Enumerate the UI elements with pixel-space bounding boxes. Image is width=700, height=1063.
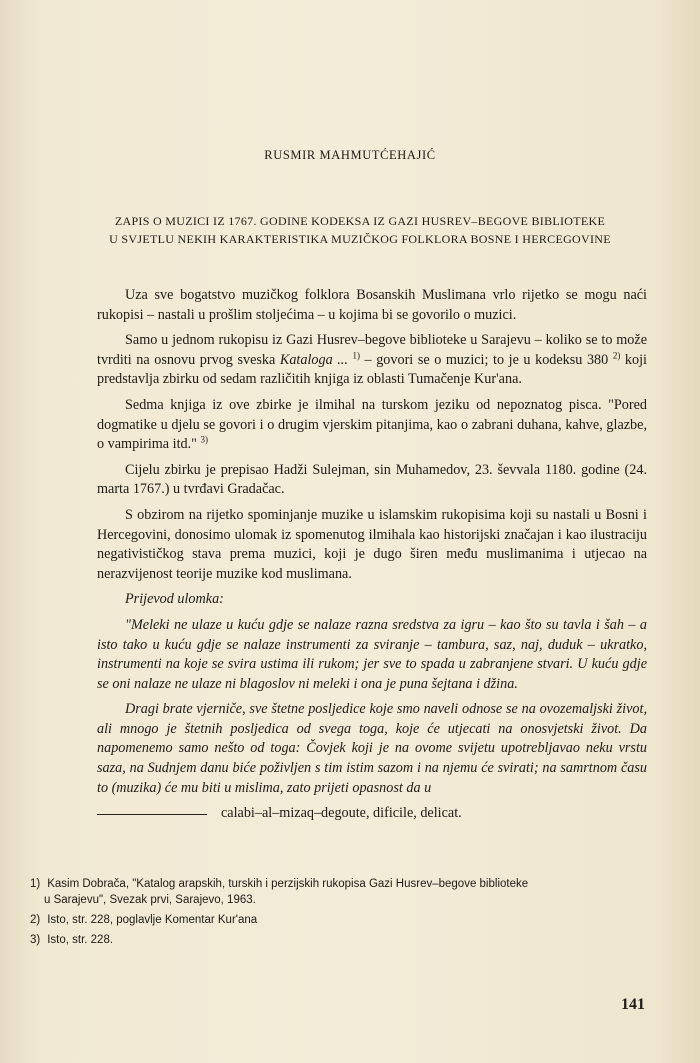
footnote-ref-2: 2) xyxy=(612,350,621,361)
paragraph-2-text-b: – govori se o muzici; to je u kodeksu 380 xyxy=(359,351,613,368)
quote-paragraph-1: "Meleki ne ulaze u kuću gdje se nalaze razna sredstva za igru – kao što su tavla i šah – a isto tako u kuću gdje se nalaze instrumenti za sviranje – tambura, saz, naj, duduk – ukratko, instrumenti na koje se svira ustima ili rukom; jer sve to spada u zabranjene stvari. U kuću gdje se oni nalaze ne ulaze ni blagoslov ni meleki i ona je puna šejtana i džina. xyxy=(97,616,647,692)
footnote-3-text: Isto, str. 228. xyxy=(47,934,114,946)
footnote-1-number: 1) xyxy=(30,878,41,890)
paragraph-1: Uza sve bogatstvo muzičkog folklora Bosanskih Muslimana vrlo rijetko se mogu naći rukopisi – nastali u prošlim stoljećima – u kojima bi se govorilo o muzici. xyxy=(97,287,647,323)
page-number: 141 xyxy=(621,996,645,1013)
title-line-1: ZAPIS O MUZICI IZ 1767. GODINE KODEKSA IZ GAZI HUSREV–BEGOVE BIBLIOTEKE xyxy=(114,214,606,228)
footnote-ref-1: 1) xyxy=(352,350,360,361)
catalog-title: Kataloga ... xyxy=(279,351,348,368)
paragraph-3-text: Sedma knjiga iz ove zbirke je ilmihal na turskom jeziku od nepoznatog pisca. "Pored dogmatike u djelu se govori i o drugim vjerskim pitanjima, kao o zabrani duhana, kahve, glazbe, o vampirima itd." xyxy=(97,396,647,453)
title-line-2: U SVJETLU NEKIH KARAKTERISTIKA MUZIČKOG FOLKLORA BOSNE I HERCEGOVINE xyxy=(109,232,611,246)
paragraph-5: S obzirom na rijetko spominjanje muzike u islamskim rukopisima koji su nastali u Bosni i Hercegovini, donosimo ulomak iz spomenutog ilmihala kao historijski značajan i kao ilustraciju negativističkog stava prema muzici, koji je dugo širen među muslimanima i utjecao na nerazvijenost teorije muzike kod muslimana. xyxy=(97,506,647,582)
translation-heading: Prijevod ulomka: xyxy=(125,591,224,608)
gloss-rule xyxy=(97,814,207,815)
footnote-2-number: 2) xyxy=(30,914,41,926)
paragraph-2-text-c: koji predstavlja zbirku od sedam različitih knjiga iz oblasti Tumačenje Kur'ana. xyxy=(97,351,647,388)
paragraph-2-text-a: Samo u jednom rukopisu iz Gazi Husrev–begove biblioteke u Sarajevu – koliko se to može tvrditi na osnovu prvog sveska xyxy=(97,332,647,368)
quote-paragraph-2: Dragi brate vjerniče, sve štetne posljedice koje smo naveli odnose se na ovozemaljski život, ali mnogo je štetnih posljedica od svega toga, koje će utjecati na onosvjetski život. Da napomenemo samo nešto od toga: Čovjek koji je na ovome svijetu upotrebljavao neku vrstu saza, na Sudnjem danu biće poživljen s tim istim sazom i na njemu će svirati; na samrtnom času to (muzika) će mu biti u mislima, zato prijeti opasnost da u xyxy=(97,701,647,796)
article-body xyxy=(97,286,647,824)
paragraph-4: Cijelu zbirku je prepisao Hadži Sulejman, sin Muhamedov, 23. ševvala 1180. godine (24. marta 1767.) u tvrđavi Gradačac. xyxy=(97,461,647,498)
footnote-1 xyxy=(30,876,660,908)
paragraph-3 xyxy=(97,396,647,455)
footnote-3-number: 3) xyxy=(30,934,41,946)
footnote-3 xyxy=(30,932,660,948)
footnote-1-continuation: u Sarajevu", Svezak prvi, Sarajevo, 1963. xyxy=(44,894,256,906)
author-name: RUSMIR MAHMUTĆEHAJIĆ xyxy=(264,148,436,162)
footnotes xyxy=(30,876,660,952)
footnote-1-text: Kasim Dobrača, "Katalog arapskih, turskih i perzijskih rukopisa Gazi Husrev–begove biblioteke xyxy=(47,878,529,890)
article-title xyxy=(40,212,680,248)
footnote-2-text: Isto, str. 228, poglavlje Komentar Kur'ana xyxy=(47,914,258,926)
gloss-line xyxy=(97,804,647,824)
paragraph-2 xyxy=(97,331,647,390)
footnote-2 xyxy=(30,912,660,928)
gloss-text: calabi–al–mizaq–degoute, dificile, delicat. xyxy=(221,805,462,822)
footnote-ref-3: 3) xyxy=(200,434,209,445)
